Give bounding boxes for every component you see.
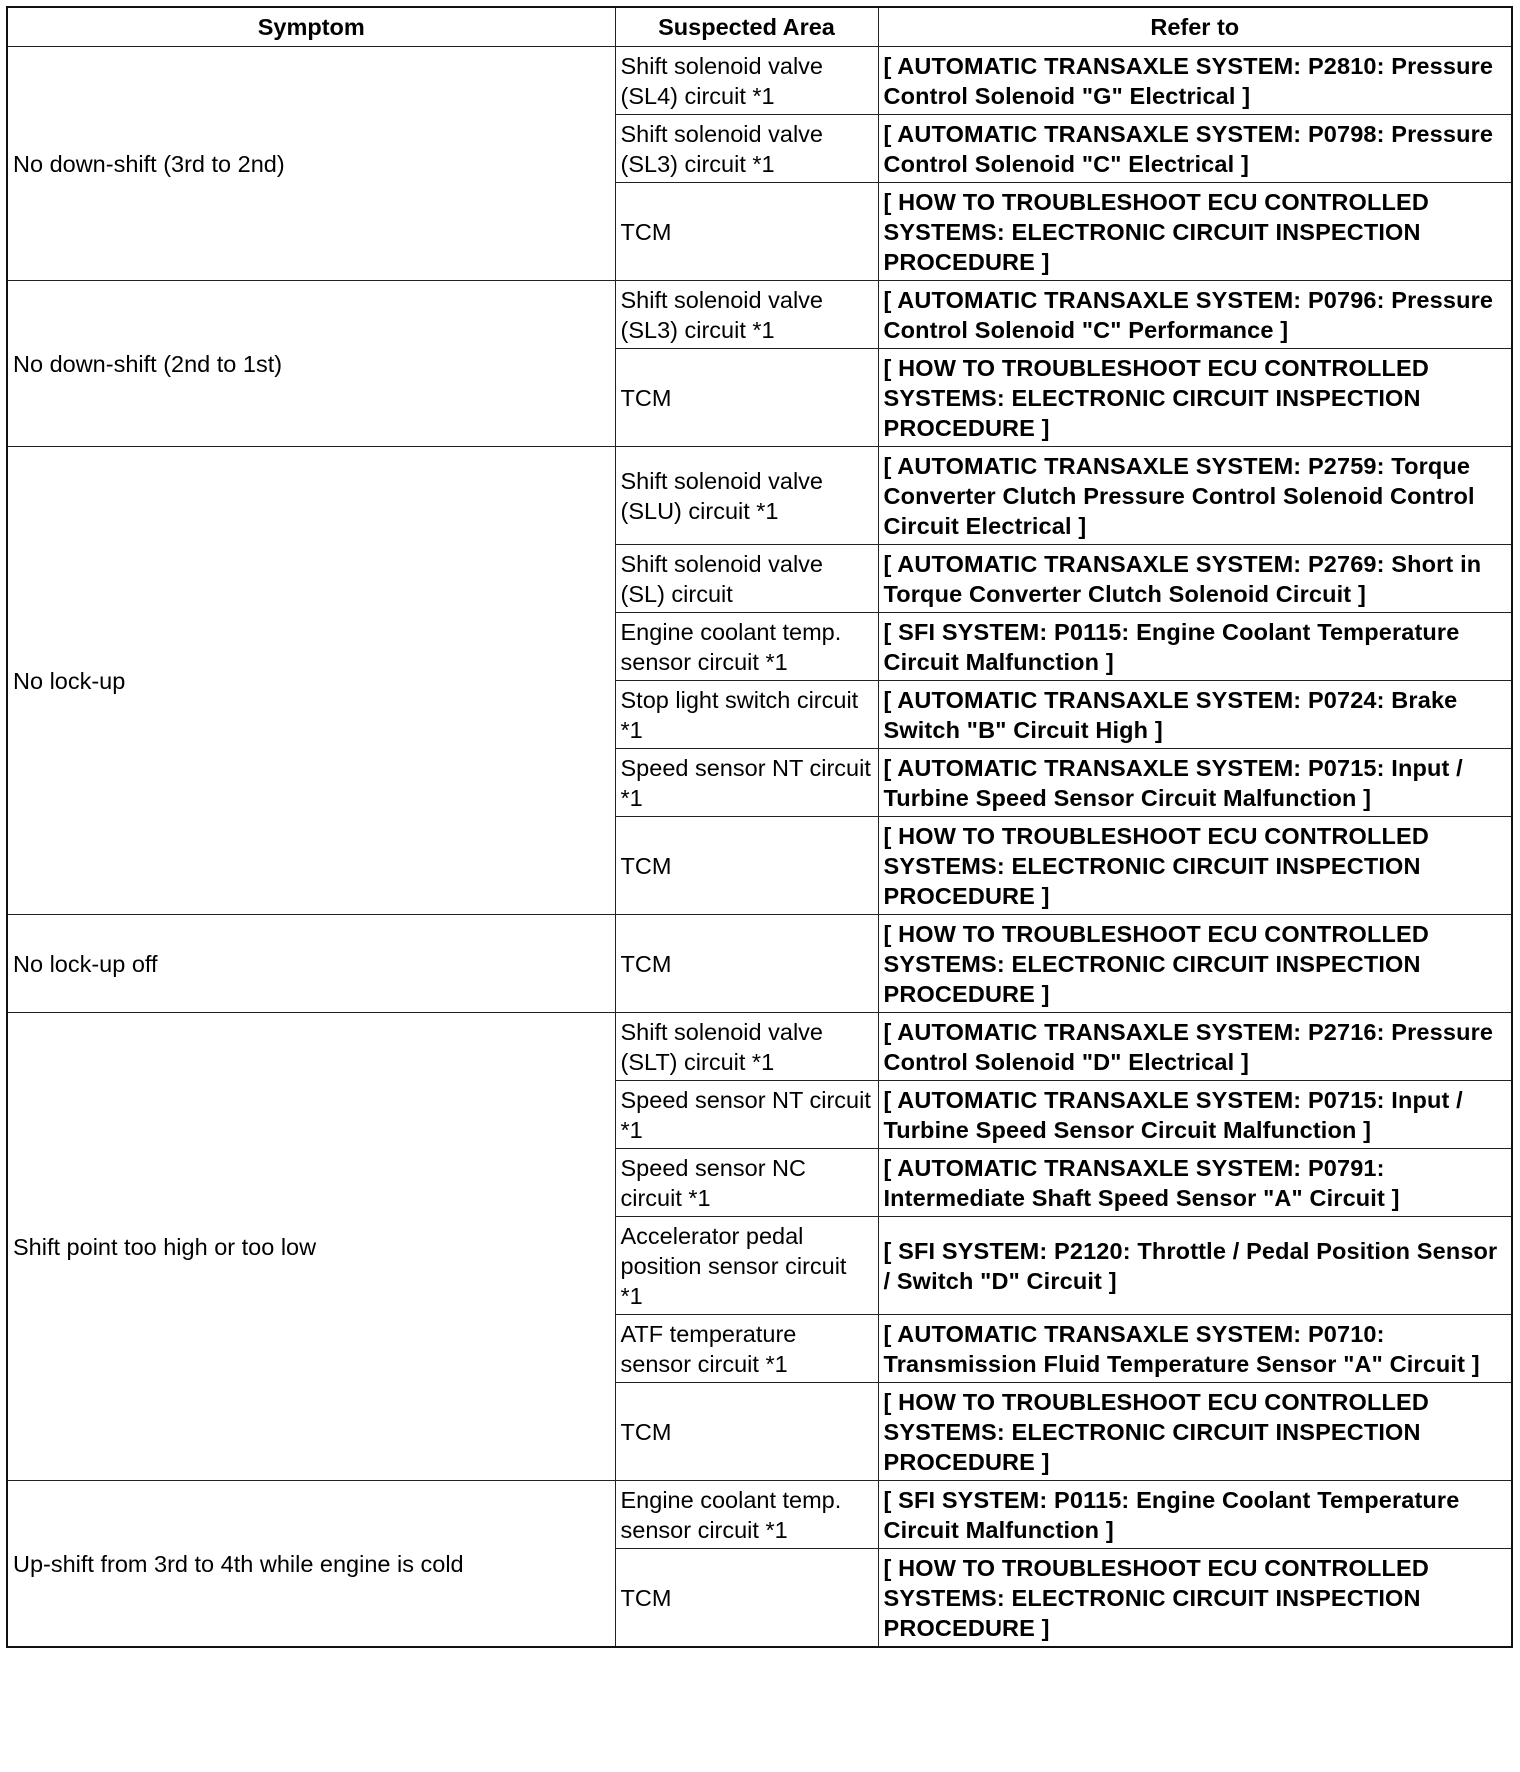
suspected-area-cell: Speed sensor NT circuit *1 [615, 1081, 878, 1149]
header-symptom: Symptom [7, 7, 615, 47]
refer-to-link[interactable]: [ HOW TO TROUBLESHOOT ECU CONTROLLED SYSTEMS: ELECTRONIC CIRCUIT INSPECTION PROCEDURE ] [878, 817, 1512, 915]
refer-to-link[interactable]: [ AUTOMATIC TRANSAXLE SYSTEM: P2810: Pressure Control Solenoid "G" Electrical ] [878, 47, 1512, 115]
refer-to-link[interactable]: [ HOW TO TROUBLESHOOT ECU CONTROLLED SYSTEMS: ELECTRONIC CIRCUIT INSPECTION PROCEDURE ] [878, 1549, 1512, 1648]
table-row [7, 47, 1512, 115]
suspected-area-cell: TCM [615, 1383, 878, 1481]
refer-to-link[interactable]: [ AUTOMATIC TRANSAXLE SYSTEM: P0715: Input / Turbine Speed Sensor Circuit Malfunction ] [878, 749, 1512, 817]
suspected-area-cell: TCM [615, 1549, 878, 1648]
suspected-area-cell: TCM [615, 915, 878, 1013]
symptom-table [6, 6, 1513, 1648]
table-body [7, 47, 1512, 1648]
table-row [7, 447, 1512, 545]
suspected-area-cell: Speed sensor NC circuit *1 [615, 1149, 878, 1217]
symptom-cell: No down-shift (2nd to 1st) [7, 281, 615, 447]
symptom-cell: No lock-up [7, 447, 615, 915]
table-row [7, 915, 1512, 1013]
refer-to-link[interactable]: [ AUTOMATIC TRANSAXLE SYSTEM: P2769: Short in Torque Converter Clutch Solenoid Circuit ] [878, 545, 1512, 613]
refer-to-link[interactable]: [ AUTOMATIC TRANSAXLE SYSTEM: P0715: Input / Turbine Speed Sensor Circuit Malfunction ] [878, 1081, 1512, 1149]
troubleshooting-table-container [6, 6, 1513, 1648]
header-row [7, 7, 1512, 47]
suspected-area-cell: TCM [615, 183, 878, 281]
refer-to-link[interactable]: [ HOW TO TROUBLESHOOT ECU CONTROLLED SYSTEMS: ELECTRONIC CIRCUIT INSPECTION PROCEDURE ] [878, 915, 1512, 1013]
suspected-area-cell: Speed sensor NT circuit *1 [615, 749, 878, 817]
suspected-area-cell: Accelerator pedal position sensor circuit *1 [615, 1217, 878, 1315]
refer-to-link[interactable]: [ HOW TO TROUBLESHOOT ECU CONTROLLED SYSTEMS: ELECTRONIC CIRCUIT INSPECTION PROCEDURE ] [878, 1383, 1512, 1481]
symptom-cell: Up-shift from 3rd to 4th while engine is cold [7, 1481, 615, 1648]
suspected-area-cell: Stop light switch circuit *1 [615, 681, 878, 749]
suspected-area-cell: Engine coolant temp. sensor circuit *1 [615, 613, 878, 681]
suspected-area-cell: Shift solenoid valve (SL3) circuit *1 [615, 115, 878, 183]
header-suspected-area: Suspected Area [615, 7, 878, 47]
suspected-area-cell: TCM [615, 817, 878, 915]
suspected-area-cell: Shift solenoid valve (SL3) circuit *1 [615, 281, 878, 349]
refer-to-link[interactable]: [ SFI SYSTEM: P0115: Engine Coolant Temperature Circuit Malfunction ] [878, 613, 1512, 681]
refer-to-link[interactable]: [ AUTOMATIC TRANSAXLE SYSTEM: P2759: Torque Converter Clutch Pressure Control Solenoid Control Circuit Electrical ] [878, 447, 1512, 545]
table-row [7, 1481, 1512, 1549]
suspected-area-cell: Shift solenoid valve (SL) circuit [615, 545, 878, 613]
suspected-area-cell: Engine coolant temp. sensor circuit *1 [615, 1481, 878, 1549]
refer-to-link[interactable]: [ SFI SYSTEM: P2120: Throttle / Pedal Position Sensor / Switch "D" Circuit ] [878, 1217, 1512, 1315]
suspected-area-cell: Shift solenoid valve (SLU) circuit *1 [615, 447, 878, 545]
refer-to-link[interactable]: [ AUTOMATIC TRANSAXLE SYSTEM: P0798: Pressure Control Solenoid "C" Electrical ] [878, 115, 1512, 183]
refer-to-link[interactable]: [ AUTOMATIC TRANSAXLE SYSTEM: P0710: Transmission Fluid Temperature Sensor "A" Circuit ] [878, 1315, 1512, 1383]
refer-to-link[interactable]: [ AUTOMATIC TRANSAXLE SYSTEM: P2716: Pressure Control Solenoid "D" Electrical ] [878, 1013, 1512, 1081]
refer-to-link[interactable]: [ SFI SYSTEM: P0115: Engine Coolant Temperature Circuit Malfunction ] [878, 1481, 1512, 1549]
refer-to-link[interactable]: [ AUTOMATIC TRANSAXLE SYSTEM: P0791: Intermediate Shaft Speed Sensor "A" Circuit ] [878, 1149, 1512, 1217]
suspected-area-cell: Shift solenoid valve (SL4) circuit *1 [615, 47, 878, 115]
symptom-cell: No lock-up off [7, 915, 615, 1013]
symptom-cell: No down-shift (3rd to 2nd) [7, 47, 615, 281]
header-refer-to: Refer to [878, 7, 1512, 47]
suspected-area-cell: Shift solenoid valve (SLT) circuit *1 [615, 1013, 878, 1081]
refer-to-link[interactable]: [ AUTOMATIC TRANSAXLE SYSTEM: P0724: Brake Switch "B" Circuit High ] [878, 681, 1512, 749]
suspected-area-cell: TCM [615, 349, 878, 447]
refer-to-link[interactable]: [ AUTOMATIC TRANSAXLE SYSTEM: P0796: Pressure Control Solenoid "C" Performance ] [878, 281, 1512, 349]
refer-to-link[interactable]: [ HOW TO TROUBLESHOOT ECU CONTROLLED SYSTEMS: ELECTRONIC CIRCUIT INSPECTION PROCEDURE ] [878, 349, 1512, 447]
table-row [7, 1013, 1512, 1081]
table-row [7, 281, 1512, 349]
refer-to-link[interactable]: [ HOW TO TROUBLESHOOT ECU CONTROLLED SYSTEMS: ELECTRONIC CIRCUIT INSPECTION PROCEDURE ] [878, 183, 1512, 281]
symptom-cell: Shift point too high or too low [7, 1013, 615, 1481]
suspected-area-cell: ATF temperature sensor circuit *1 [615, 1315, 878, 1383]
